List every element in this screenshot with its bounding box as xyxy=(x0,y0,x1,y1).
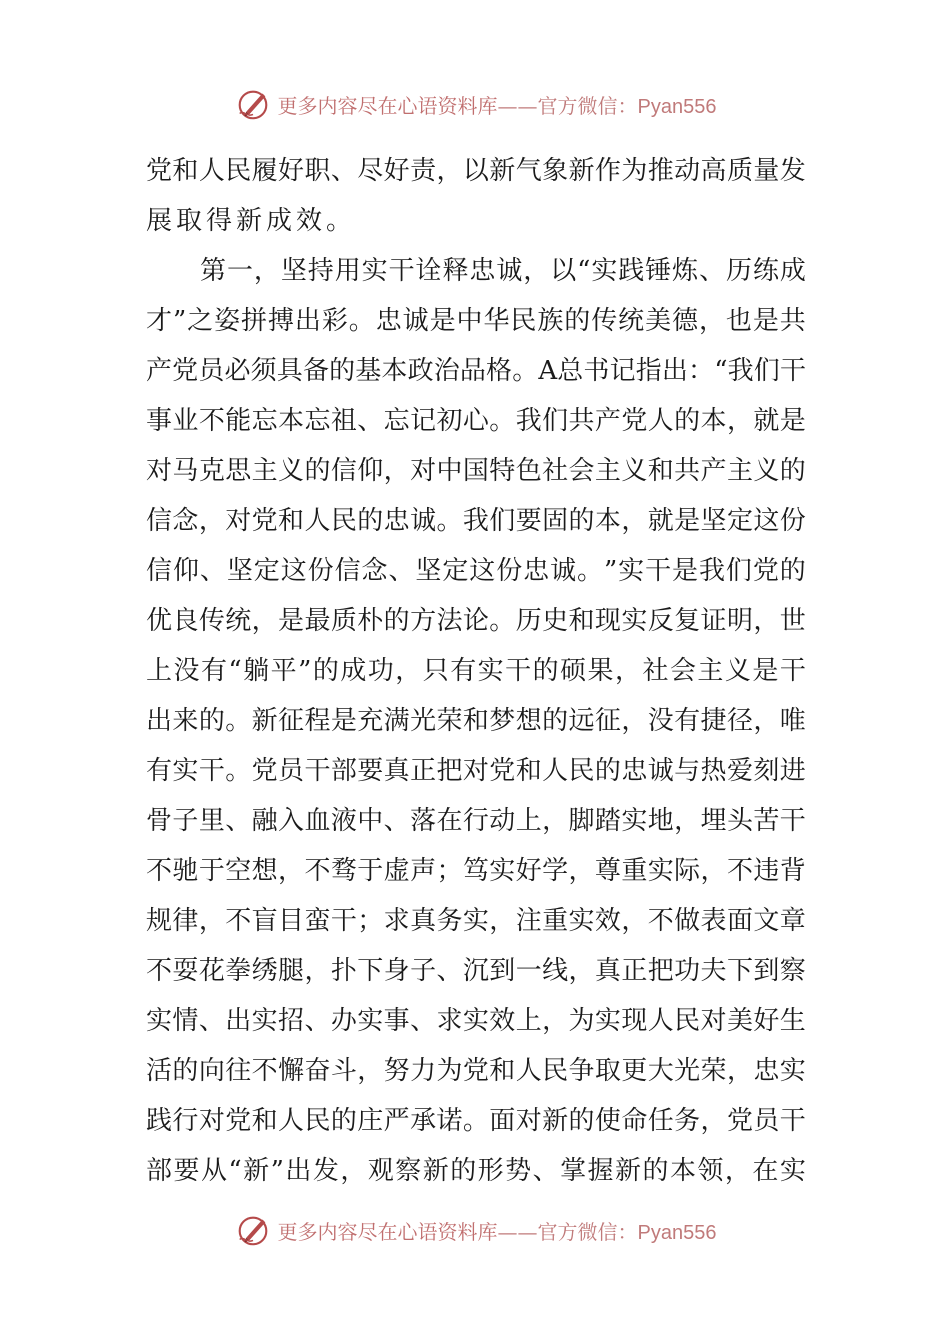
text-line: 骨 子 里 、 融 入 血 液 中 、 落 在 行 动 上 ， 脚 踏 实 地 ， 埋 头 苦 干 xyxy=(146,806,806,836)
text-line: 部 要 从 “ 新 ” 出 发 ， 观 察 新 的 形 势 、 掌 握 新 的 本 领 ， 在 实 xyxy=(146,1156,806,1186)
text-line: 才 ” 之 姿 拼 搏 出 彩 。 忠 诚 是 中 华 民 族 的 传 统 美 德 ， 也 是 共 xyxy=(146,306,806,336)
footer-banner xyxy=(0,1208,950,1252)
header-banner xyxy=(0,82,950,126)
text-line: 有 实 干 。 党 员 干 部 要 真 正 把 对 党 和 人 民 的 忠 诚 与 热 爱 刻 进 xyxy=(146,756,806,786)
paragraph-0 xyxy=(146,146,806,246)
banner-brand: 更多内容尽在心语资料库 xyxy=(277,93,498,118)
text-line: 对 马 克 思 主 义 的 信 仰 ， 对 中 国 特 色 社 会 主 义 和 共 产 主 义 的 xyxy=(146,456,806,486)
pen-in-circle-icon xyxy=(234,85,272,123)
text-line: 上 没 有 “ 躺 平 ” 的 成 功 ， 只 有 实 干 的 硕 果 ， 社 会 主 义 是 干 xyxy=(146,656,806,686)
text-line: 展取得新成效。 xyxy=(146,206,357,236)
banner-brand: 更多内容尽在心语资料库 xyxy=(277,1219,498,1244)
text-line: 实 情 、 出 实 招 、 办 实 事 、 求 实 效 上 ， 为 实 现 人 民 对 美 好 生 xyxy=(146,1006,806,1036)
text-line: 活 的 向 往 不 懈 奋 斗 ， 努 力 为 党 和 人 民 争 取 更 大 光 荣 ， 忠 实 xyxy=(146,1056,806,1086)
pen-in-circle-icon xyxy=(234,1211,272,1249)
text-line: 不 耍 花 拳 绣 腿 ， 扑 下 身 子 、 沉 到 一 线 ， 真 正 把 功 夫 下 到 察 xyxy=(146,956,806,986)
banner-dash: —— xyxy=(497,93,538,118)
text-line: 产 党 员 必 须 具 备 的 基 本 政 治 品 格 。 A 总 书 记 指 出 ： “ 我 们 干 xyxy=(146,356,806,386)
text-line: 信 念 ， 对 党 和 人 民 的 忠 诚 。 我 们 要 固 的 本 ， 就 是 坚 定 这 份 xyxy=(146,506,806,536)
banner-label: 官方微信： xyxy=(537,93,638,118)
text-line: 优 良 传 统 ， 是 最 质 朴 的 方 法 论 。 历 史 和 现 实 反 复 证 明 ， 世 xyxy=(146,606,806,636)
banner-text xyxy=(278,1216,717,1245)
banner-handle: Pyan556 xyxy=(637,1221,717,1244)
text-line: 党 和 人 民 履 好 职 、 尽 好 责 ， 以 新 气 象 新 作 为 推 动 高 质 量 发 xyxy=(146,156,806,186)
document-body xyxy=(146,146,806,1196)
text-line: 不 驰 于 空 想 ， 不 骛 于 虚 声 ； 笃 实 好 学 ， 尊 重 实 际 ， 不 违 背 xyxy=(146,856,806,886)
text-line: 信 仰 、 坚 定 这 份 信 念 、 坚 定 这 份 忠 诚 。 ” 实 干 是 我 们 党 的 xyxy=(146,556,806,586)
banner-handle: Pyan556 xyxy=(637,95,717,118)
text-line: 第 一 ， 坚 持 用 实 干 诠 释 忠 诚 ， 以 “ 实 践 锤 炼 、 历 练 成 xyxy=(200,256,806,286)
banner-text xyxy=(278,90,717,119)
text-line: 事 业 不 能 忘 本 忘 祖 、 忘 记 初 心 。 我 们 共 产 党 人 的 本 ， 就 是 xyxy=(146,406,806,436)
text-line: 践 行 对 党 和 人 民 的 庄 严 承 诺 。 面 对 新 的 使 命 任 务 ， 党 员 干 xyxy=(146,1106,806,1136)
banner-label: 官方微信： xyxy=(537,1219,638,1244)
text-line: 出 来 的 。 新 征 程 是 充 满 光 荣 和 梦 想 的 远 征 ， 没 有 捷 径 ， 唯 xyxy=(146,706,806,736)
text-line: 规 律 ， 不 盲 目 蛮 干 ； 求 真 务 实 ， 注 重 实 效 ， 不 做 表 面 文 章 xyxy=(146,906,806,936)
paragraph-1 xyxy=(146,246,806,1196)
banner-dash: —— xyxy=(497,1219,538,1244)
